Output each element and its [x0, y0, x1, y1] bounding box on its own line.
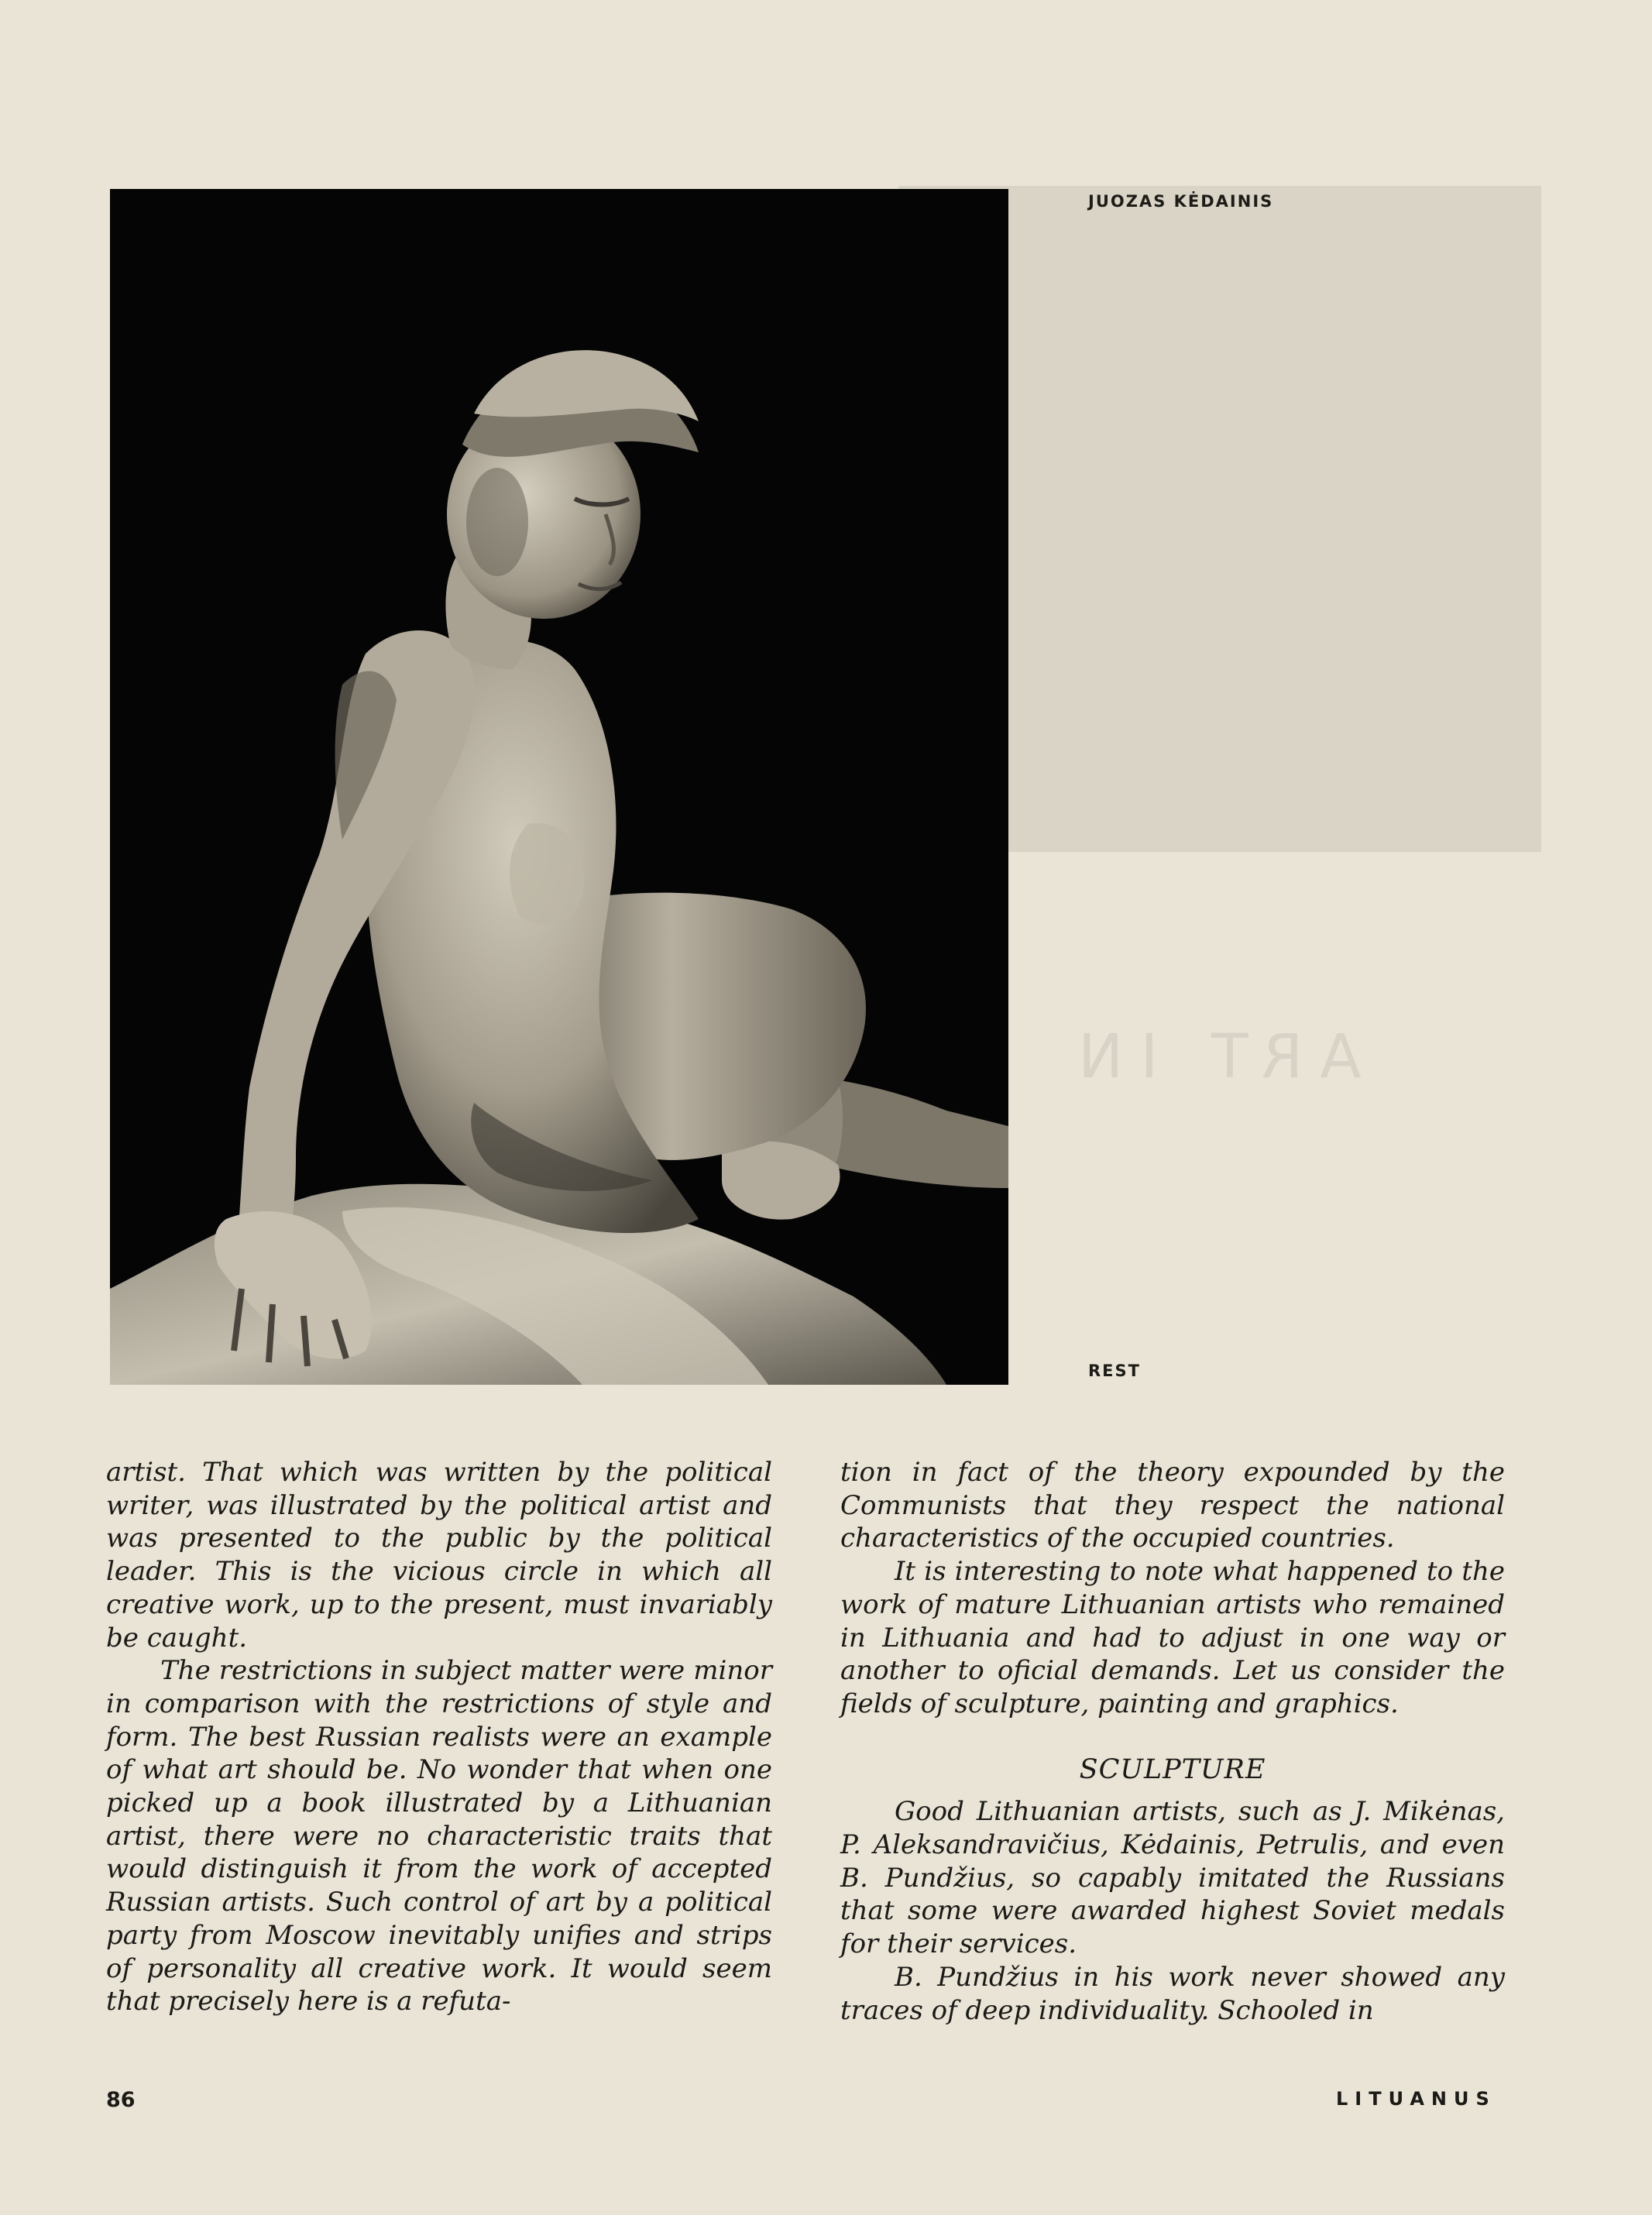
- article-column-left: [106, 1456, 772, 2018]
- paragraph: Good Lithuanian artists, such as J. Mikėnas, P. Aleksandravičius, Kėdainis, Petrulis, and even B. Pundžius, so capably imitated the Russians that some were awarded highest Soviet medals for their services.: [840, 1796, 1505, 1960]
- figure-author: JUOZAS KĖDAINIS: [1088, 192, 1274, 211]
- journal-name: LITUANUS: [1336, 2088, 1496, 2110]
- section-heading: SCULPTURE: [1079, 1753, 1266, 1785]
- paragraph: It is interesting to note what happened to the work of mature Lithuanian artists who remained in Lithuania and had to adjust in one way or another to oficial demands. Let us consider the fields of sculpture, painting and graphics.: [840, 1556, 1505, 1719]
- paragraph: tion in fact of the theory expounded by the Communists that they respect the national characteristics of the occupied countries.: [840, 1457, 1505, 1554]
- show-through-text: ART IN: [1061, 1022, 1362, 1092]
- paragraph: artist. That which was written by the political writer, was illustrated by the political artist and was presented to the public by the political leader. This is the vicious circle in which all creative work, up to the present, must invariably be caught.: [106, 1457, 772, 1654]
- article-column-right: [840, 1456, 1505, 2027]
- page-number: 86: [106, 2088, 136, 2112]
- paragraph: The restrictions in subject matter were minor in comparison with the restrictions of style and form. The best Russian realists were an example of what art should be. No wonder that when one picked up a book illustrated by a Lithuanian artist, there were no characteristic traits that would distinguish it from the work of accepted Russian artists. Such control of art by a political party from Moscow inevitably unifies and strips of personality all creative work. It would seem that precisely here is a refuta-: [106, 1655, 772, 2018]
- figure-title: REST: [1088, 1362, 1141, 1380]
- sculpture-photo: [110, 189, 1008, 1385]
- paragraph: B. Pundžius in his work never showed any traces of deep individuality. Schooled in: [840, 1961, 1505, 2026]
- sculpture-illustration: [110, 189, 1008, 1385]
